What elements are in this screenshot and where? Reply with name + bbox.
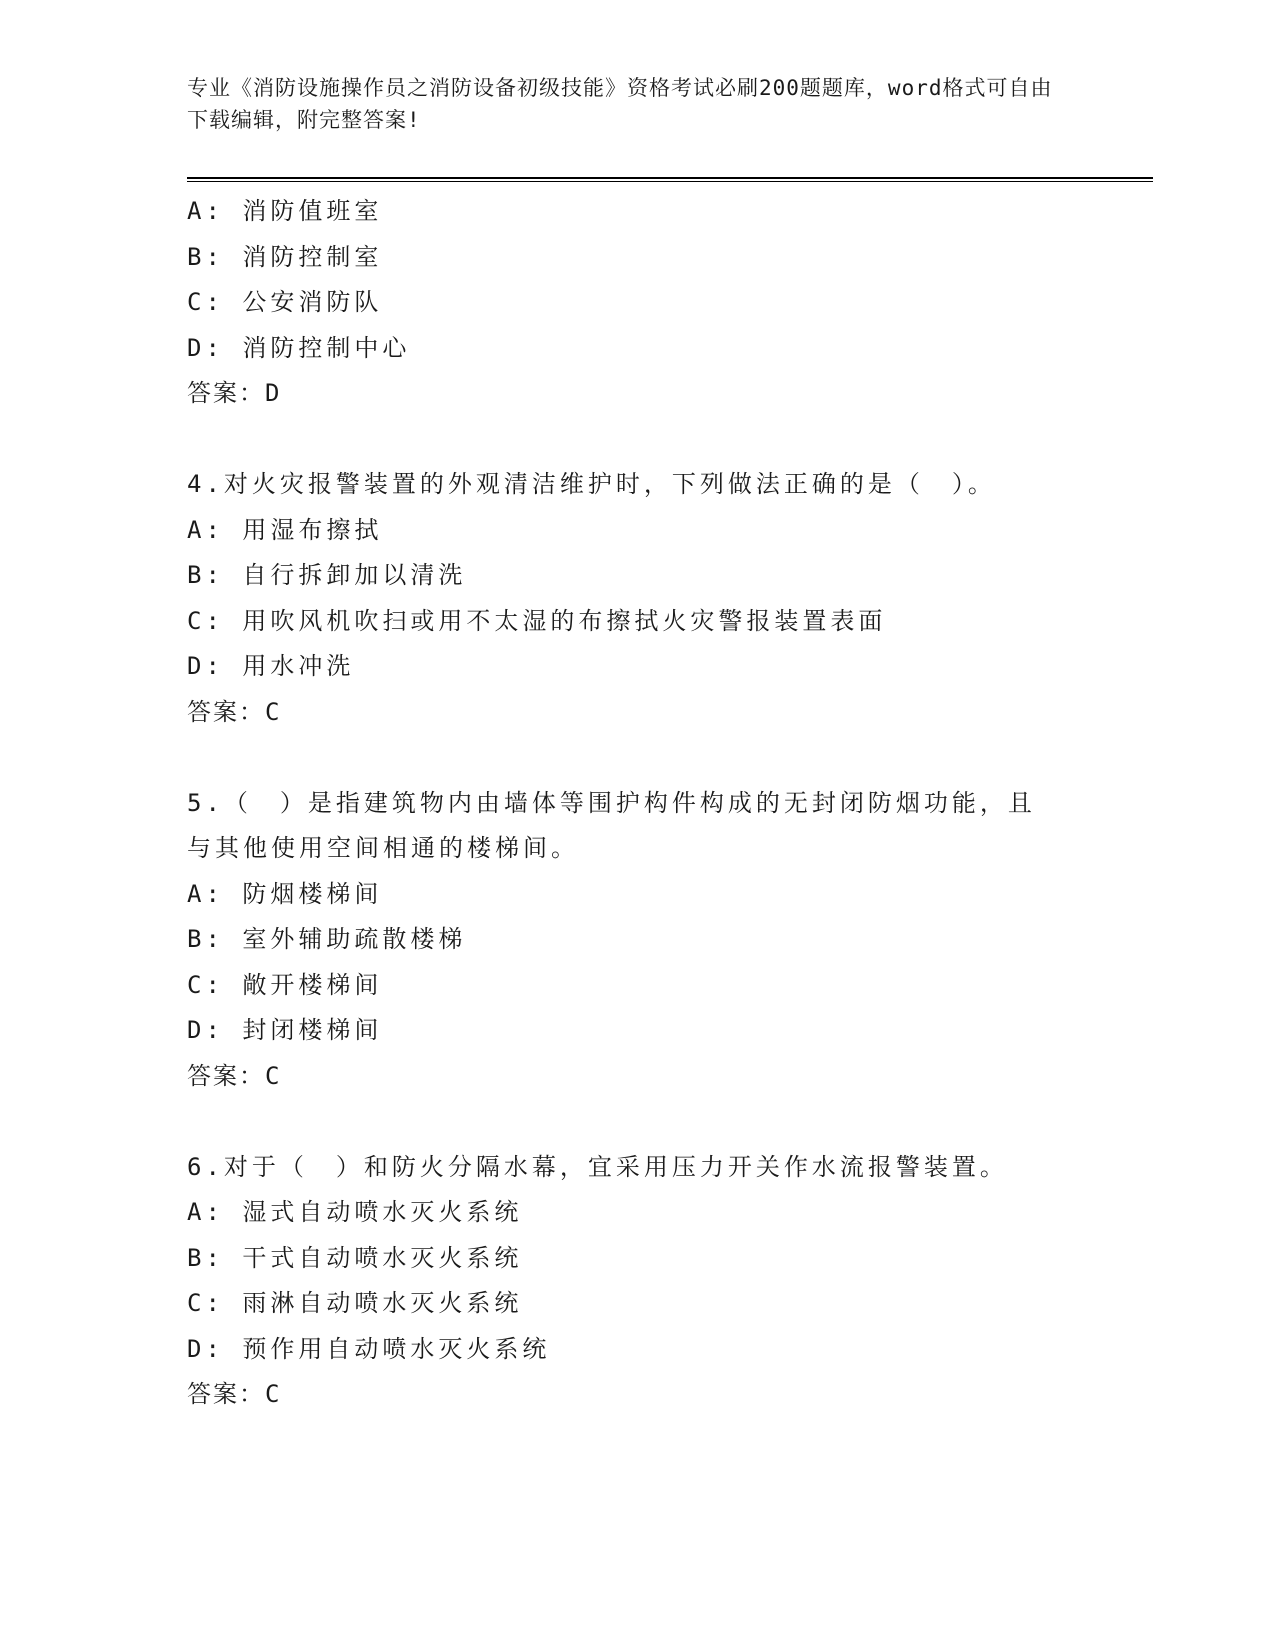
header-divider-thin — [187, 181, 1153, 182]
option-d: D: 封闭楼梯间 — [187, 1016, 383, 1044]
option-d: D: 用水冲洗 — [187, 652, 355, 680]
option-a: A: 消防值班室 — [187, 197, 383, 225]
option-a: A: 用湿布擦拭 — [187, 515, 383, 544]
option-c: C: 敞开楼梯间 — [187, 970, 383, 999]
document-header — [187, 72, 1067, 136]
answer: 答案：D — [187, 379, 282, 407]
question-stem-line-2: 与其他使用空间相通的楼梯间。 — [187, 834, 579, 862]
question-stem: 6.对于（ ）和防火分隔水幕，宜采用压力开关作水流报警装置。 — [187, 1152, 1008, 1181]
option-b: B: 干式自动喷水灭火系统 — [187, 1243, 523, 1272]
answer: 答案：C — [187, 697, 282, 726]
question-block-4 — [187, 462, 1087, 735]
option-d: D: 预作用自动喷水灭火系统 — [187, 1334, 551, 1363]
option-c: C: 用吹风机吹扫或用不太湿的布擦拭火灾警报装置表面 — [187, 606, 887, 635]
option-c: C: 雨淋自动喷水灭火系统 — [187, 1289, 523, 1317]
question-block-5 — [187, 781, 1087, 1100]
header-text: 专业《消防设施操作员之消防设备初级技能》资格考试必刷200题题库，word格式可自由下载编辑，附完整答案! — [187, 76, 1053, 132]
option-c: C: 公安消防队 — [187, 288, 383, 316]
option-b: B: 自行拆卸加以清洗 — [187, 561, 467, 589]
option-b: B: 消防控制室 — [187, 242, 383, 271]
header-divider-thick — [187, 177, 1153, 179]
answer: 答案：C — [187, 1380, 282, 1408]
spacer — [187, 735, 1087, 781]
spacer — [187, 1099, 1087, 1145]
question-list — [187, 189, 1087, 1418]
answer: 答案：C — [187, 1061, 282, 1090]
question-block-3 — [187, 189, 1087, 417]
spacer — [187, 417, 1087, 463]
option-a: A: 湿式自动喷水灭火系统 — [187, 1198, 523, 1226]
question-block-6 — [187, 1145, 1087, 1418]
question-stem: 4.对火灾报警装置的外观清洁维护时，下列做法正确的是（ ）。 — [187, 470, 996, 498]
question-stem-line-1: 5.（ ）是指建筑物内由墙体等围护构件构成的无封闭防烟功能，且 — [187, 788, 1036, 817]
option-b: B: 室外辅助疏散楼梯 — [187, 925, 467, 953]
option-d: D: 消防控制中心 — [187, 333, 411, 362]
option-a: A: 防烟楼梯间 — [187, 879, 383, 908]
